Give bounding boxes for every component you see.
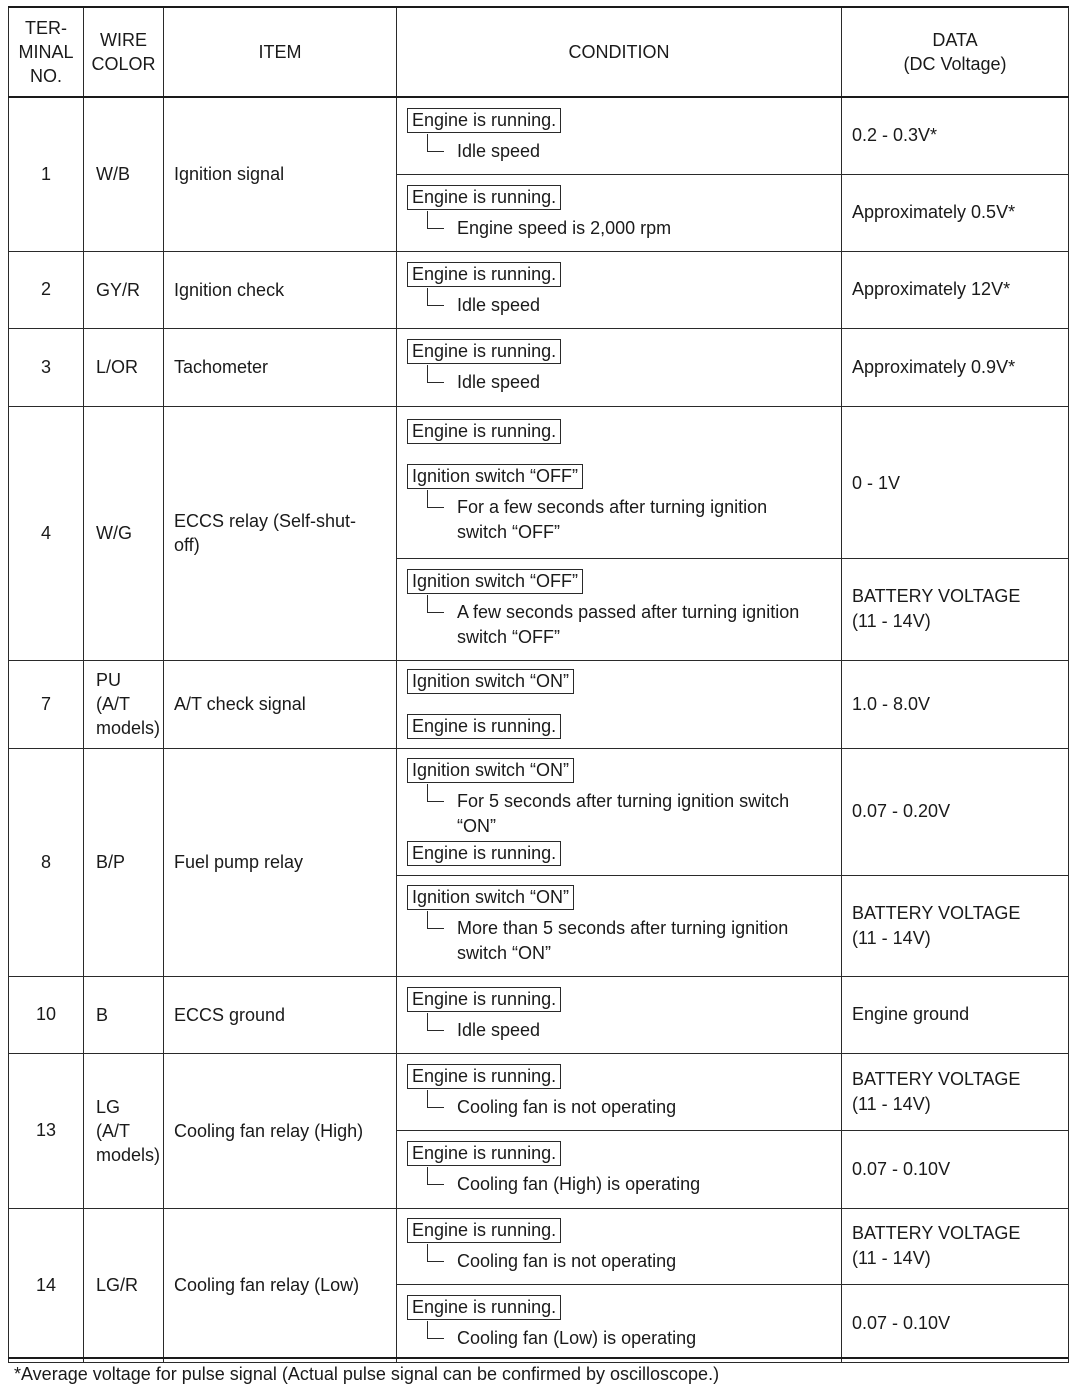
terminal-number: 4 [9,406,84,660]
item-name: Fuel pump relay [164,748,397,976]
table-row [9,748,1069,875]
condition-box: Engine is running. [407,714,561,739]
data-value: 0 - 1V [842,406,1069,558]
condition-detail: Idle speed [427,370,833,395]
condition-box: Ignition switch “OFF” [407,569,583,594]
data-value: BATTERY VOLTAGE (11 - 14V) [842,1053,1069,1130]
terminal-number: 10 [9,976,84,1053]
wire-color: PU (A/T models) [84,660,164,748]
condition-detail: Idle speed [427,1018,833,1043]
condition-cell [397,1284,842,1362]
condition-box: Engine is running. [407,339,561,364]
table-row [9,328,1069,406]
wire-color: LG (A/T models) [84,1053,164,1208]
data-value: Approximately 0.5V* [842,174,1069,251]
data-value: BATTERY VOLTAGE (11 - 14V) [842,1208,1069,1284]
condition-cell [397,558,842,660]
condition-cell [397,1053,842,1130]
condition-detail: Cooling fan is not operating [427,1095,833,1120]
table-row [9,251,1069,328]
data-value: BATTERY VOLTAGE (11 - 14V) [842,558,1069,660]
terminal-number: 14 [9,1208,84,1362]
wire-color: B [84,976,164,1053]
condition-detail: Cooling fan is not operating [427,1249,833,1274]
data-value: 0.07 - 0.10V [842,1284,1069,1362]
condition-box: Engine is running. [407,1295,561,1320]
condition-box: Engine is running. [407,841,561,866]
data-value: Approximately 12V* [842,251,1069,328]
data-value: BATTERY VOLTAGE (11 - 14V) [842,875,1069,976]
condition-box: Engine is running. [407,1218,561,1243]
header-item: ITEM [164,7,397,97]
item-name: Tachometer [164,328,397,406]
condition-cell [397,875,842,976]
table-row [9,660,1069,748]
data-value: Engine ground [842,976,1069,1053]
condition-detail: Engine speed is 2,000 rpm [427,216,833,241]
wire-color: GY/R [84,251,164,328]
item-name: Ignition signal [164,97,397,251]
condition-box: Ignition switch “OFF” [407,464,583,489]
condition-detail: Cooling fan (Low) is operating [427,1326,833,1351]
condition-box: Engine is running. [407,1141,561,1166]
table-row [9,406,1069,558]
condition-detail: More than 5 seconds after turning ignition switch “ON” [427,916,833,966]
condition-detail: Cooling fan (High) is operating [427,1172,833,1197]
table-row [9,1053,1069,1130]
terminal-number: 13 [9,1053,84,1208]
header-wire-color: WIRE COLOR [84,7,164,97]
footnote: *Average voltage for pulse signal (Actual pulse signal can be confirmed by oscilloscope.) [14,1364,720,1384]
condition-detail: For a few seconds after turning ignition switch “OFF” [427,495,833,545]
header-condition: CONDITION [397,7,842,97]
ecm-terminal-table [8,6,1069,1363]
terminal-number: 7 [9,660,84,748]
condition-box: Engine is running. [407,262,561,287]
condition-cell [397,1208,842,1284]
condition-cell [397,976,842,1053]
item-name: Cooling fan relay (High) [164,1053,397,1208]
condition-cell [397,406,842,558]
condition-cell [397,97,842,174]
header-data: DATA (DC Voltage) [842,7,1069,97]
header-row [9,7,1069,97]
terminal-number: 8 [9,748,84,976]
wire-color: B/P [84,748,164,976]
condition-cell [397,174,842,251]
condition-detail: Idle speed [427,139,833,164]
item-name: Cooling fan relay (Low) [164,1208,397,1362]
data-value: 0.2 - 0.3V* [842,97,1069,174]
data-value: 1.0 - 8.0V [842,660,1069,748]
header-terminal: TER- MINAL NO. [9,7,84,97]
item-name: ECCS ground [164,976,397,1053]
condition-box: Ignition switch “ON” [407,885,574,910]
condition-box: Ignition switch “ON” [407,758,574,783]
condition-cell [397,660,842,748]
condition-cell [397,748,842,875]
table-row [9,97,1069,174]
terminal-number: 2 [9,251,84,328]
wire-color: L/OR [84,328,164,406]
item-name: Ignition check [164,251,397,328]
data-value: 0.07 - 0.10V [842,1130,1069,1208]
condition-cell [397,251,842,328]
item-name: ECCS relay (Self-shut- off) [164,406,397,660]
terminal-number: 3 [9,328,84,406]
condition-box: Engine is running. [407,185,561,210]
wire-color: W/B [84,97,164,251]
condition-box: Engine is running. [407,987,561,1012]
table-row [9,1208,1069,1284]
condition-detail: A few seconds passed after turning ignition switch “OFF” [427,600,833,650]
condition-box: Engine is running. [407,108,561,133]
wire-color: W/G [84,406,164,660]
data-value: Approximately 0.9V* [842,328,1069,406]
item-name: A/T check signal [164,660,397,748]
condition-box: Engine is running. [407,1064,561,1089]
data-value: 0.07 - 0.20V [842,748,1069,875]
table-row [9,976,1069,1053]
wire-color: LG/R [84,1208,164,1362]
terminal-number: 1 [9,97,84,251]
condition-detail: Idle speed [427,293,833,318]
condition-detail: For 5 seconds after turning ignition switch “ON” [427,789,833,839]
condition-box: Ignition switch “ON” [407,669,574,694]
condition-cell [397,328,842,406]
condition-cell [397,1130,842,1208]
condition-box: Engine is running. [407,419,561,444]
bottom-rule [8,1357,1068,1359]
